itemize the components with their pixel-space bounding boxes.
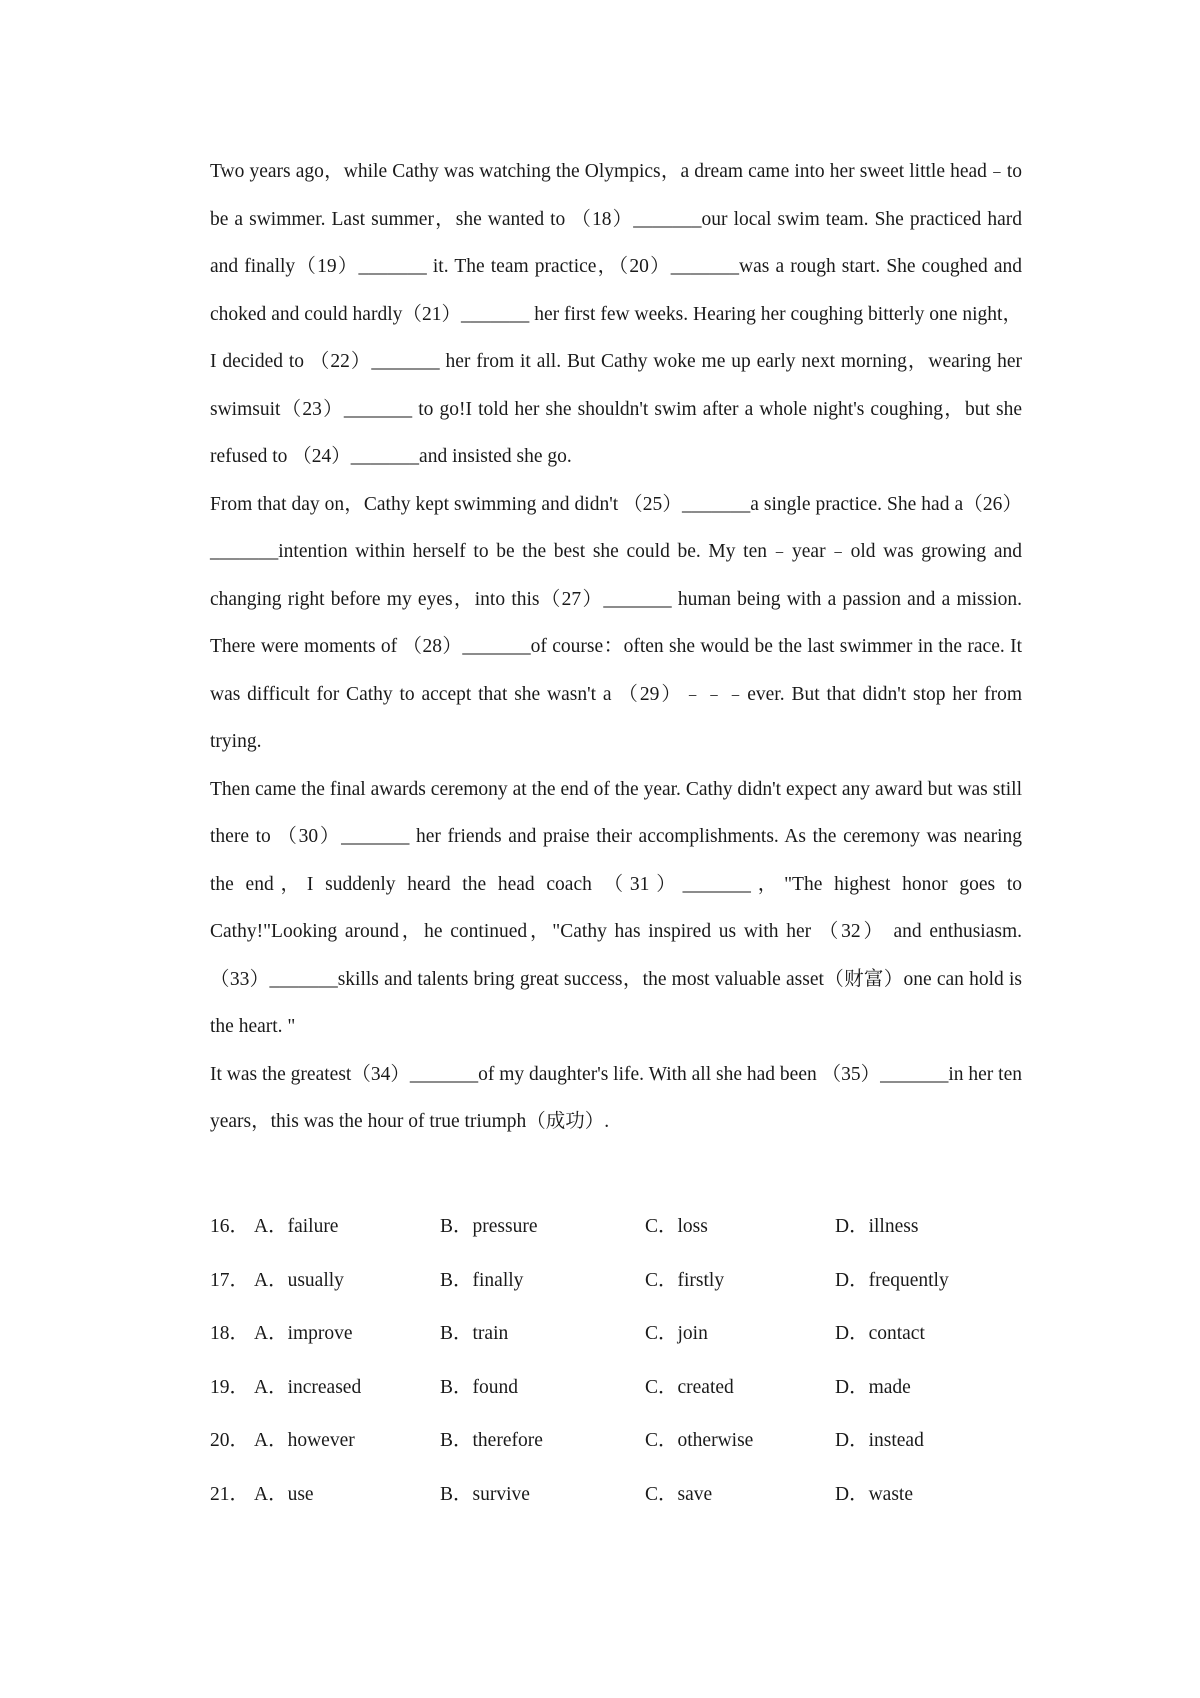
question-number: 19．: [210, 1376, 250, 1398]
question-row: [210, 1371, 1022, 1425]
question-number: 20．: [210, 1430, 250, 1451]
option-a: A．usually: [254, 1269, 344, 1291]
option-a: A．however: [254, 1430, 355, 1451]
option-c: C．save: [645, 1483, 713, 1505]
option-d: D．frequently: [835, 1269, 949, 1291]
option-c: C．firstly: [645, 1269, 725, 1291]
question-number: 16．: [210, 1216, 250, 1237]
question-row: [210, 1424, 1022, 1478]
option-d: D．made: [835, 1376, 911, 1398]
question-number: 21．: [210, 1483, 250, 1505]
option-b: B．therefore: [440, 1430, 543, 1451]
question-row: [210, 1264, 1022, 1318]
option-a: A．failure: [254, 1216, 339, 1237]
option-a: A．use: [254, 1483, 314, 1505]
option-c: C．join: [645, 1323, 708, 1344]
cloze-passage: [210, 148, 1022, 1146]
option-c: C．otherwise: [645, 1430, 754, 1451]
option-a: A．increased: [254, 1376, 362, 1398]
passage-paragraph: Two years ago，while Cathy was watching the Olympics，a dream came into her sweet little head﹣to be a swimmer. Last summer，she wanted to （18）_______our local swim team. She practiced hard and finally（19）_______ it. The team practice，（20）_______was a rough start. She coughed and choked and could hardly（21）_______ her first few weeks. Hearing her coughing bitterly one night，I decided to （22）_______ her from it all. But Cathy woke me up early next morning，wearing her swimsuit（23）_______ to go!I told her she shouldn't swim after a whole night's coughing，but she refused to （24）_______and insisted she go.: [210, 161, 1022, 467]
option-c: C．loss: [645, 1216, 708, 1237]
option-c: C．created: [645, 1376, 734, 1398]
question-number: 18．: [210, 1323, 250, 1344]
option-b: B．finally: [440, 1269, 524, 1291]
option-a: A．improve: [254, 1323, 353, 1344]
option-b: B．found: [440, 1376, 519, 1398]
answer-options: [210, 1210, 1022, 1531]
option-b: B．train: [440, 1323, 509, 1344]
question-row: [210, 1478, 1022, 1532]
option-d: D．instead: [835, 1430, 924, 1451]
question-row: [210, 1317, 1022, 1371]
option-d: D．illness: [835, 1216, 919, 1237]
passage-paragraph: From that day on，Cathy kept swimming and didn't （25）_______a single practice. She had a（26）_______intention within herself to be the best she could be. My ten﹣year﹣old was growing and changing right before my eyes，into this（27）_______ human being with a passion and a mission. There were moments of （28）_______of course：often she would be the last swimmer in the race. It was difficult for Cathy to accept that she wasn't a （29）﹣﹣﹣ever. But that didn't stop her from trying.: [210, 493, 1022, 752]
option-d: D．contact: [835, 1323, 925, 1344]
option-b: B．survive: [440, 1483, 530, 1505]
option-d: D．waste: [835, 1483, 913, 1505]
passage-paragraph: Then came the final awards ceremony at the end of the year. Cathy didn't expect any award but was still there to （30）_______ her friends and praise their accomplishments. As the ceremony was nearing the end，I suddenly heard the head coach （31）_______，"The highest honor goes to Cathy!"Looking around，he continued，"Cathy has inspired us with her （32） and enthusiasm.（33）_______skills and talents bring great success，the most valuable asset（财富）one can hold is the heart. ": [210, 778, 1022, 1037]
option-b: B．pressure: [440, 1216, 538, 1237]
question-number: 17．: [210, 1269, 250, 1291]
passage-paragraph: It was the greatest（34）_______of my daughter's life. With all she had been （35）_______in her ten years，this was the hour of true triumph（成功）.: [210, 1063, 1022, 1132]
question-row: [210, 1210, 1022, 1264]
